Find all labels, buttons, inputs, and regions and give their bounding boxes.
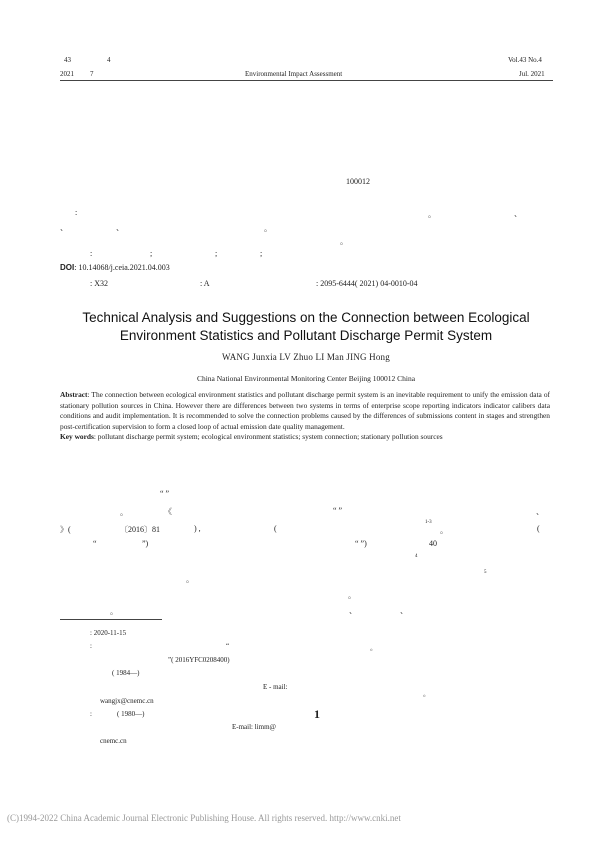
cn-abstract-mark: 。 [428, 210, 436, 219]
footnote-fund-quote: “ [226, 642, 230, 650]
footnote-author2-email-label: E-mail: limm@ [232, 723, 276, 731]
body-mark: 、 [400, 606, 408, 615]
keywords-text: : pollutant discharge permit system; ecological environment statistics; system connection; stationary pollution sources [93, 432, 443, 441]
cn-abstract-mark: 、 [514, 209, 522, 218]
cn-keywords-sep: ; [150, 249, 153, 258]
body-quote: “ ” [160, 489, 170, 498]
body-mark: 《 [164, 507, 172, 516]
footnote-received: : 2020-11-15 [90, 629, 127, 637]
footnote-fund-end: 。 [370, 644, 377, 652]
body-ref: 1-3 [425, 520, 432, 525]
body-number: 40 [429, 539, 437, 548]
body-ref: 5 [484, 570, 487, 575]
cn-abstract-mark: 。 [264, 224, 272, 233]
body-mark: 、 [536, 507, 544, 516]
body-mark: 。 [440, 526, 448, 535]
body-mark: 。 [186, 575, 194, 584]
document-code: : A [200, 279, 210, 288]
abstract-text: : The connection between ecological environment statistics and pollutant discharge permit system is an inevitable requirement to unify the emission data of stationary pollution sources in China. However there are differences between two systems in terms of enterprise scope reporting indicators indicator calibers data conditions and audit implementation. It is recommended to solve the connection problems caused by the differences of submissions content in stages and strengthen post-certification supervision to form a closed loop of actual emission date quality management. [60, 390, 550, 431]
body-mark: 。 [120, 508, 128, 517]
body-mark: 。 [348, 591, 356, 600]
authors-en: WANG Junxia LV Zhuo LI Man JING Hong [222, 352, 390, 362]
title-en-line1: Technical Analysis and Suggestions on the Connection between Ecological [82, 310, 530, 325]
header-vol-issue: Vol.43 No.4 [508, 56, 542, 64]
footnote-fund-project: ”( 2016YFC0208400) [168, 656, 230, 664]
header-issue: 4 [107, 56, 111, 64]
cn-keywords-sep: ; [215, 249, 218, 258]
footnote-author1-email-label: E - mail: [263, 683, 288, 691]
footnote-author1-end: 。 [423, 690, 430, 698]
body-mark: 、 [349, 606, 357, 615]
doi-label: DOI [60, 263, 75, 272]
doi-value: : 10.14068/j.ceia.2021.04.003 [74, 263, 170, 272]
footnote-author2-colon: : [90, 710, 92, 718]
body-mark: ( [537, 524, 540, 533]
doi-line [60, 263, 170, 272]
body-mark: 。 [110, 607, 118, 616]
body-quote: “ ” [333, 506, 343, 515]
page-number: 1 [314, 707, 320, 721]
body-mark: ) , [194, 524, 201, 533]
keywords-label: Key words [60, 432, 94, 441]
keywords-en [60, 432, 550, 443]
footnote-fund-colon: : [90, 642, 92, 650]
cn-abstract-colon: : [75, 208, 78, 217]
header-date: Jul. 2021 [519, 70, 545, 78]
title-en-line2: Environment Statistics and Pollutant Discharge Permit System [119, 328, 493, 343]
copyright-footer: (C)1994-2022 China Academic Journal Electronic Publishing House. All rights reserved. http://www.cnki.net [7, 813, 401, 823]
footnote-rule [60, 619, 162, 620]
cn-keywords-sep: ; [260, 249, 263, 258]
cn-abstract-mark: 、 [60, 223, 68, 232]
body-doc-number: 〔2016〕81 [120, 525, 160, 534]
body-quote: “ [93, 539, 97, 548]
affiliation-en: China National Environmental Monitoring Center Beijing 100012 China [196, 374, 416, 383]
cn-abstract-mark: 。 [340, 237, 348, 246]
cn-abstract-mark: 、 [116, 223, 124, 232]
footnote-author1-email: wangjx@cnemc.cn [100, 697, 154, 705]
article-number: : 2095-6444( 2021) 04-0010-04 [316, 279, 418, 288]
clc-number: : X32 [90, 279, 108, 288]
body-quote: “ ”) [355, 539, 367, 548]
header-rule [60, 80, 553, 81]
abstract-en [60, 390, 550, 432]
postcode: 100012 [346, 177, 370, 186]
header-year: 2021 [60, 70, 74, 78]
header-volume: 43 [64, 56, 71, 64]
abstract-label: Abstract [60, 390, 88, 399]
body-ref: 4 [415, 554, 418, 559]
header-month: 7 [90, 70, 94, 78]
footnote-author2-email-cont: cnemc.cn [100, 737, 127, 745]
body-quote: ”) [142, 539, 149, 548]
body-mark: ( [274, 524, 277, 533]
body-mark: 》( [60, 525, 71, 534]
footnote-author2-born: ( 1980—) [117, 710, 145, 718]
footnote-author1-born: ( 1984—) [112, 669, 140, 677]
header-journal: Environmental Impact Assessment [245, 70, 343, 78]
cn-keywords-colon: : [90, 249, 93, 258]
